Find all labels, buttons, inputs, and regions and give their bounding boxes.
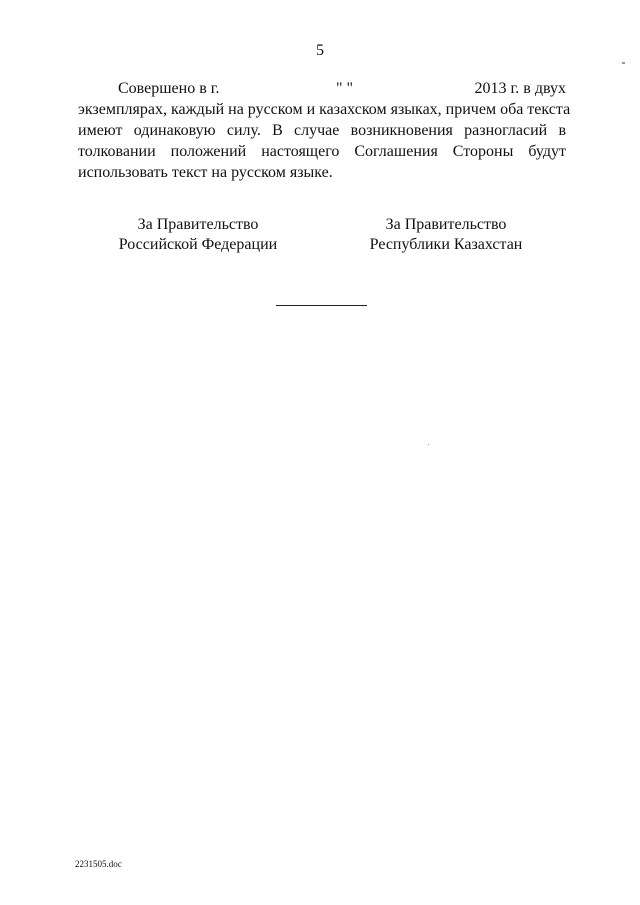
closing-paragraph (78, 78, 571, 183)
signature-block-russia (110, 215, 286, 255)
paragraph-line-2: экземплярах, каждый на русском и казахском языках, причем оба текста (78, 101, 571, 118)
done-in-city-text: Совершено в г. (118, 80, 220, 97)
signature-kazakhstan-line-2: Республики Казахстан (369, 236, 523, 253)
paragraph-line-3: имеют одинаковую силу. В случае возникновения разногласий в (78, 122, 566, 139)
date-quotes: " " (336, 80, 354, 97)
signature-russia-line-2: Российской Федерации (118, 236, 278, 253)
paragraph-line-5: использовать текст на русском языке. (78, 164, 333, 181)
signature-russia-line-1: За Правительство (137, 216, 259, 233)
document-code: 2231505.doc (75, 859, 122, 869)
page-number: 5 (316, 42, 324, 59)
signature-block-kazakhstan (363, 215, 529, 255)
scan-speck (428, 444, 429, 445)
year-copies-text: 2013 г. в двух (474, 80, 566, 97)
signature-kazakhstan-line-1: За Правительство (385, 216, 507, 233)
paragraph-line-4: толковании положений настоящего Соглашения Стороны будут (78, 143, 566, 160)
paragraph-line-1 (78, 78, 566, 99)
scan-speck (622, 62, 625, 64)
separator-rule (276, 305, 367, 306)
